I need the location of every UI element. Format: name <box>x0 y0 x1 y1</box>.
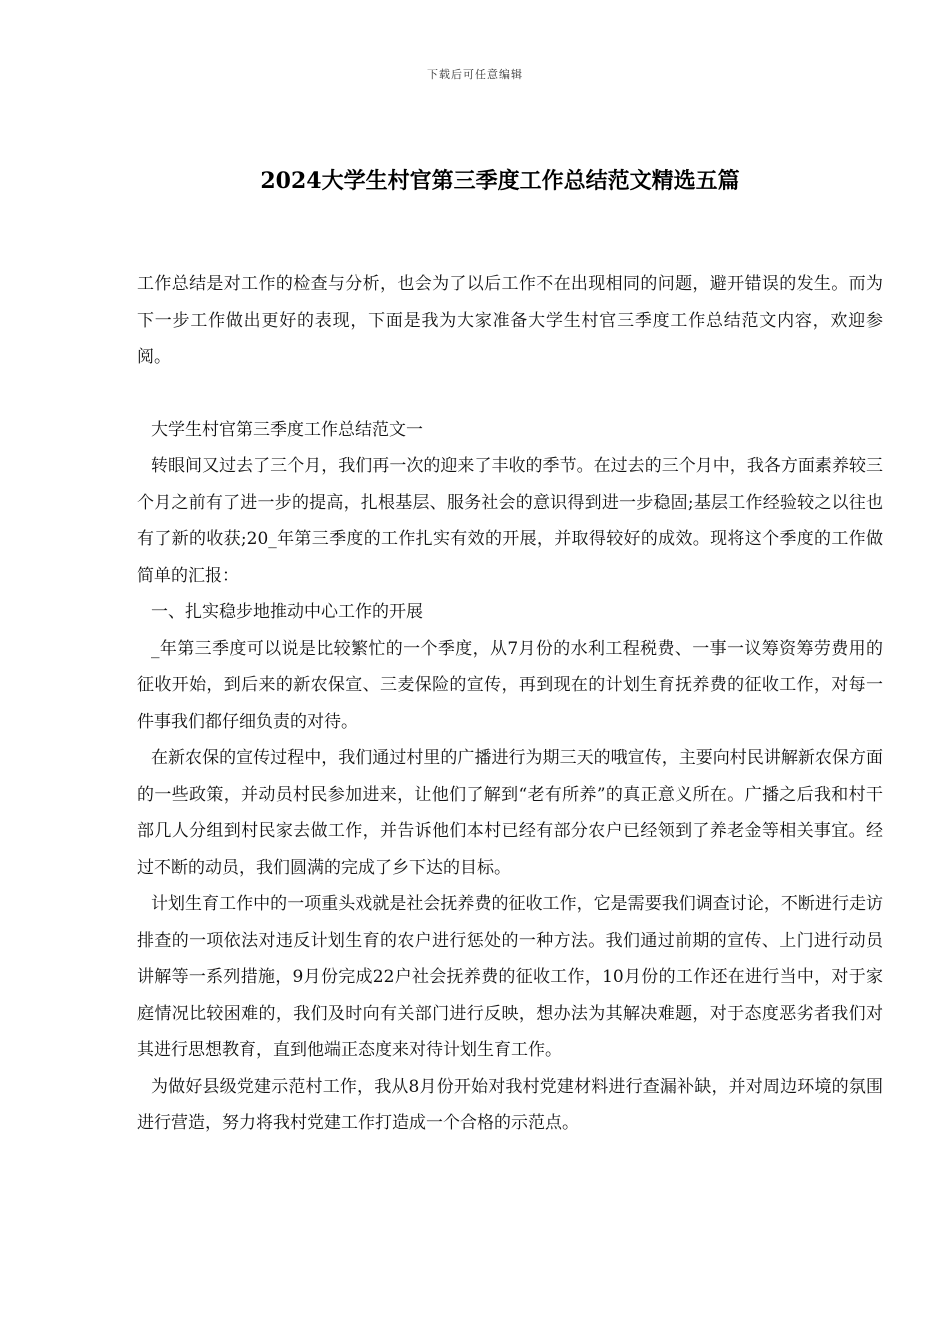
paragraph-spacer <box>137 376 883 412</box>
body-paragraph: 在新农保的宣传过程中，我们通过村里的广播进行为期三天的哦宣传，主要向村民讲解新农保方面的一些政策，并动员村民参加进来，让他们了解到“老有所养”的真正意义所在。广播之后我和村干部几人分组到村民家去做工作，并告诉他们本村已经有部分农户已经领到了养老金等相关事宜。经过不断的动员，我们圆满的完成了乡下达的目标。 <box>137 748 883 878</box>
body-paragraph: 为做好县级党建示范村工作，我从8月份开始对我村党建材料进行查漏补缺，并对周边环境的氛围进行营造，努力将我村党建工作打造成一个合格的示范点。 <box>137 1076 883 1133</box>
intro-paragraph: 工作总结是对工作的检查与分析，也会为了以后工作不在出现相同的问题，避开错误的发生。而为下一步工作做出更好的表现，下面是我为大家准备大学生村官三季度工作总结范文内容，欢迎参阅。 <box>137 274 883 367</box>
document-body <box>137 266 883 1142</box>
subsection-heading: 一、扎实稳步地推动中心工作的开展 <box>151 602 423 622</box>
body-paragraph: _年第三季度可以说是比较繁忙的一个季度，从7月份的水利工程税费、一事一议筹资筹劳费用的征收开始，到后来的新农保宣、三麦保险的宣传，再到现在的计划生育抚养费的征收工作，对每一件事我们都仔细负责的对待。 <box>137 638 883 732</box>
section-heading: 大学生村官第三季度工作总结范文一 <box>151 419 423 440</box>
body-paragraph: 转眼间又过去了三个月，我们再一次的迎来了丰收的季节。在过去的三个月中，我各方面素养较三个月之前有了进一步的提高，扎根基层、服务社会的意识得到进一步稳固;基层工作经验较之以往也有了新的收获;20_年第三季度的工作扎实有效的开展，并取得较好的成效。现将这个季度的工作做简单的汇报： <box>137 456 883 586</box>
body-paragraph: 计划生育工作中的一项重头戏就是社会抚养费的征收工作，它是需要我们调查讨论，不断进行走访排查的一项依法对违反计划生育的农户进行惩处的一种方法。我们通过前期的宣传、上门进行动员讲解等一系列措施，9月份完成22户社会抚养费的征收工作，10月份的工作还在进行当中，对于家庭情况比较困难的，我们及时向有关部门进行反映，想办法为其解决难题，对于态度恶劣者我们对其进行思想教育，直到他端正态度来对待计划生育工作。 <box>137 894 883 1060</box>
header-note: 下载后可任意编辑 <box>427 68 523 81</box>
document-title: 2024大学生村官第三季度工作总结范文精选五篇 <box>260 168 740 194</box>
